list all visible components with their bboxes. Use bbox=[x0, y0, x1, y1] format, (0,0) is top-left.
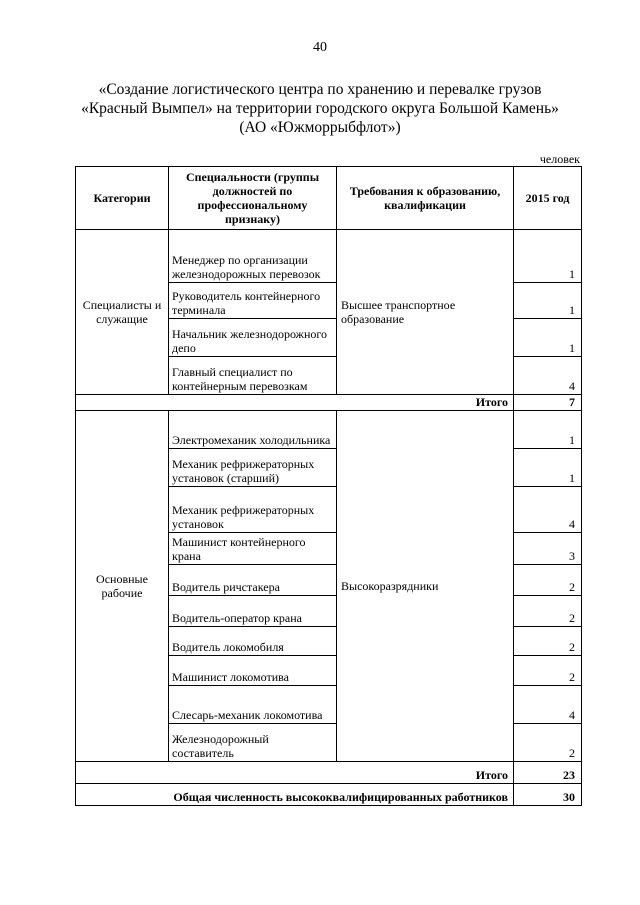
title-line-1: «Создание логистического центра по хранению и перевалке грузов bbox=[98, 81, 542, 98]
document-title bbox=[60, 80, 580, 137]
specialty-cell: Водитель локомобиля bbox=[169, 627, 337, 656]
category-cell: Основные рабочие bbox=[76, 411, 169, 762]
header-year: 2015 год bbox=[514, 167, 582, 230]
value-cell: 2 bbox=[514, 656, 582, 686]
specialty-cell: Механик рефрижераторных установок (старший) bbox=[169, 449, 337, 487]
grand-total-value: 30 bbox=[514, 784, 582, 806]
staff-table bbox=[75, 166, 582, 806]
table-row bbox=[76, 411, 582, 449]
specialty-cell: Машинист контейнерного крана bbox=[169, 533, 337, 565]
value-cell: 2 bbox=[514, 724, 582, 762]
subtotal-row bbox=[76, 395, 582, 411]
unit-label: человек bbox=[539, 152, 580, 166]
subtotal-value: 7 bbox=[514, 395, 582, 411]
category-cell: Специалисты и служащие bbox=[76, 230, 169, 395]
value-cell: 4 bbox=[514, 487, 582, 533]
subtotal-label: Итого bbox=[76, 395, 514, 411]
value-cell: 1 bbox=[514, 319, 582, 357]
requirement-cell: Высокоразрядники bbox=[337, 411, 514, 762]
table-row bbox=[76, 230, 582, 283]
title-line-2: «Красный Вымпел» на территории городского округа Большой Камень» bbox=[81, 100, 559, 117]
header-requirements: Требования к образованию, квалификации bbox=[337, 167, 514, 230]
value-cell: 4 bbox=[514, 357, 582, 395]
header-category: Категории bbox=[76, 167, 169, 230]
value-cell: 2 bbox=[514, 627, 582, 656]
specialty-cell: Водитель ричстакера bbox=[169, 565, 337, 596]
specialty-cell: Слесарь-механик локомотива bbox=[169, 686, 337, 724]
page-number: 40 bbox=[313, 40, 327, 55]
specialty-cell: Машинист локомотива bbox=[169, 656, 337, 686]
specialty-cell: Механик рефрижераторных установок bbox=[169, 487, 337, 533]
specialty-cell: Менеджер по организации железнодорожных перевозок bbox=[169, 230, 337, 283]
value-cell: 1 bbox=[514, 449, 582, 487]
specialty-cell: Водитель-оператор крана bbox=[169, 596, 337, 627]
subtotal-value: 23 bbox=[514, 762, 582, 784]
value-cell: 1 bbox=[514, 411, 582, 449]
header-specialty: Специальности (группы должностей по профессиональному признаку) bbox=[169, 167, 337, 230]
grand-total-row bbox=[76, 784, 582, 806]
requirement-cell: Высшее транспортное образование bbox=[337, 230, 514, 395]
specialty-cell: Руководитель контейнерного терминала bbox=[169, 283, 337, 319]
specialty-cell: Железнодорожный составитель bbox=[169, 724, 337, 762]
value-cell: 1 bbox=[514, 283, 582, 319]
subtotal-row bbox=[76, 762, 582, 784]
value-cell: 2 bbox=[514, 596, 582, 627]
specialty-cell: Начальник железнодорожного депо bbox=[169, 319, 337, 357]
specialty-cell: Главный специалист по контейнерным перевозкам bbox=[169, 357, 337, 395]
header-row bbox=[76, 167, 582, 230]
specialty-cell: Электромеханик холодильника bbox=[169, 411, 337, 449]
subtotal-label: Итого bbox=[76, 762, 514, 784]
title-line-3: (АО «Южморрыбфлот») bbox=[239, 119, 401, 136]
value-cell: 2 bbox=[514, 565, 582, 596]
value-cell: 3 bbox=[514, 533, 582, 565]
grand-total-label: Общая численность высококвалифицированных работников bbox=[76, 784, 514, 806]
value-cell: 1 bbox=[514, 230, 582, 283]
value-cell: 4 bbox=[514, 686, 582, 724]
